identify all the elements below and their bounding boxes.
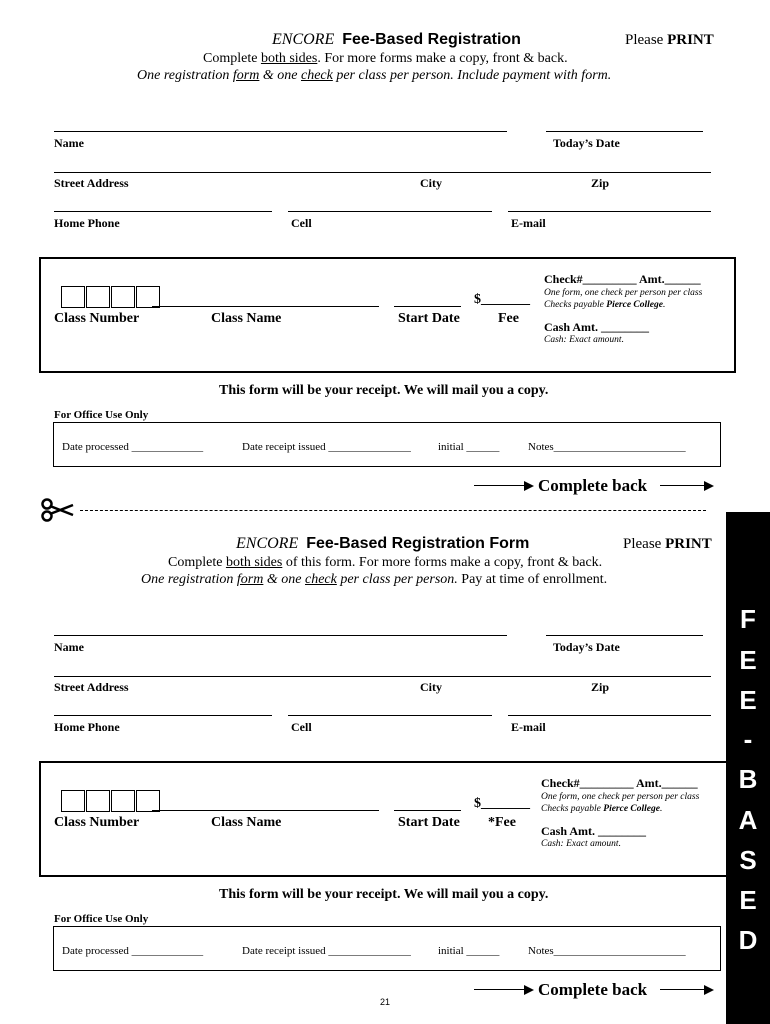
fee-dollar-field[interactable]: $_______ (474, 292, 530, 307)
email-label: E-mail (511, 720, 546, 734)
start-date-field[interactable] (394, 306, 461, 307)
payment-note-1: One form, one check per person per class (541, 792, 700, 802)
class-name-label: Class Name (211, 311, 282, 326)
brand-encore: ENCORE (272, 31, 335, 48)
instr2-c: per class per person. (336, 572, 458, 587)
cut-line (80, 510, 706, 511)
email-field[interactable] (508, 211, 711, 212)
note2-pierce: Pierce College (606, 300, 663, 310)
date-processed-field[interactable]: Date processed _____________ (62, 945, 204, 957)
fee-based-sidebar-tab (726, 512, 770, 1024)
email-label: E-mail (511, 216, 546, 230)
cash-amount-field[interactable]: Cash Amt. ________ (541, 824, 647, 838)
class-number-digit-4[interactable] (136, 286, 160, 308)
receipt-notice: This form will be your receipt. We will mail you a copy. (219, 887, 549, 902)
class-name-label: Class Name (211, 815, 282, 830)
cell-field[interactable] (288, 211, 492, 212)
print-label: PRINT (665, 536, 712, 552)
fee-label: Fee (498, 311, 519, 326)
instr2-check: check (300, 68, 333, 83)
instructions-line (203, 51, 568, 67)
sidebar-letter: - (743, 724, 753, 754)
fee-label: *Fee (488, 815, 516, 830)
instr-pre: Complete (203, 51, 261, 66)
receipt-notice: This form will be your receipt. We will mail you a copy. (219, 383, 549, 398)
instr2-check: check (304, 572, 337, 587)
sidebar-letter: E (739, 685, 757, 715)
please-label: Please (623, 536, 662, 552)
note2-pierce: Pierce College (603, 804, 660, 814)
instructions-line-2 (141, 572, 607, 588)
instr-both-sides: both sides (225, 555, 283, 570)
complete-back-text: Complete back (538, 476, 648, 495)
notes-field[interactable]: Notes________________________ (528, 945, 686, 957)
arrow-right-icon (524, 985, 534, 995)
class-number-digit-4[interactable] (136, 790, 160, 812)
instructions-line (168, 555, 602, 571)
city-label: City (420, 680, 442, 694)
top-title (272, 31, 521, 49)
office-use-title: For Office Use Only (54, 913, 149, 925)
street-address-field[interactable] (54, 676, 711, 677)
note2-post: . (662, 300, 666, 310)
arrow-right-icon (704, 481, 714, 491)
instr-post: of this form. For more forms make a copy, front & back. (282, 555, 603, 570)
name-field[interactable] (54, 131, 507, 132)
home-phone-label: Home Phone (54, 720, 120, 734)
zip-label: Zip (591, 680, 610, 694)
instr2-a: One registration (141, 572, 237, 587)
instr-post: . For more forms make a copy, front & back. (317, 51, 568, 66)
check-number-field[interactable]: Check#_________ Amt.______ (541, 776, 698, 790)
please-label: Please (625, 32, 664, 48)
class-number-digit-3[interactable] (111, 286, 135, 308)
sidebar-letter: E (739, 645, 757, 675)
class-number-label: Class Number (54, 311, 140, 326)
city-label: City (420, 176, 442, 190)
class-number-digit-1[interactable] (61, 286, 85, 308)
cell-label: Cell (291, 720, 312, 734)
sidebar-letter: F (740, 604, 756, 634)
class-number-digit-1[interactable] (61, 790, 85, 812)
office-use-title: For Office Use Only (54, 409, 149, 421)
todays-date-field[interactable] (546, 635, 703, 636)
cash-note: Cash: Exact amount. (541, 839, 621, 849)
instructions-line-2 (137, 68, 611, 84)
name-label: Name (54, 640, 84, 654)
cash-amount-field[interactable]: Cash Amt. ________ (544, 320, 650, 334)
class-name-field[interactable] (152, 810, 379, 811)
payment-note-1: One form, one check per person per class (544, 288, 703, 298)
sidebar-letter: S (739, 845, 757, 875)
todays-date-label: Today’s Date (553, 640, 620, 654)
name-field[interactable] (54, 635, 507, 636)
todays-date-field[interactable] (546, 131, 703, 132)
initial-field[interactable]: initial ______ (438, 945, 500, 957)
bottom-title (236, 535, 529, 553)
home-phone-field[interactable] (54, 211, 272, 212)
print-label: PRINT (667, 32, 714, 48)
note2-pre: Checks payable (541, 804, 604, 814)
street-address-label: Street Address (54, 680, 129, 694)
class-number-digit-2[interactable] (86, 286, 110, 308)
cell-label: Cell (291, 216, 312, 230)
scissors-icon (40, 497, 74, 523)
please-print (623, 536, 712, 553)
date-receipt-issued-field[interactable]: Date receipt issued _______________ (242, 441, 411, 453)
zip-label: Zip (591, 176, 610, 190)
class-name-field[interactable] (152, 306, 379, 307)
arrow-right-icon (704, 985, 714, 995)
home-phone-label: Home Phone (54, 216, 120, 230)
email-field[interactable] (508, 715, 711, 716)
payment-note-2 (544, 300, 665, 310)
start-date-field[interactable] (394, 810, 461, 811)
street-address-label: Street Address (54, 176, 129, 190)
instr2-c: per class per person. Include payment with form. (332, 68, 612, 83)
instr2-a: One registration (137, 68, 233, 83)
start-date-label: Start Date (398, 311, 460, 326)
name-label: Name (54, 136, 84, 150)
arrow-line-right (660, 485, 706, 486)
instr2-form: form (232, 68, 260, 83)
complete-back-text: Complete back (538, 980, 648, 999)
cash-note: Cash: Exact amount. (544, 335, 624, 345)
class-number-label: Class Number (54, 815, 140, 830)
instr-both-sides: both sides (260, 51, 318, 66)
note2-pre: Checks payable (544, 300, 607, 310)
instr2-form: form (236, 572, 264, 587)
sidebar-letter: A (738, 805, 758, 835)
class-number-digit-2[interactable] (86, 790, 110, 812)
arrow-line-left (474, 485, 526, 486)
instr2-b: & one (259, 68, 301, 83)
home-phone-field[interactable] (54, 715, 272, 716)
instr2-d: Pay at time of enrollment. (457, 572, 608, 587)
street-address-field[interactable] (54, 172, 711, 173)
brand-encore: ENCORE (236, 535, 299, 552)
cell-field[interactable] (288, 715, 492, 716)
date-receipt-issued-field[interactable]: Date receipt issued _______________ (242, 945, 411, 957)
sidebar-letter: B (738, 764, 758, 794)
fee-dollar-field[interactable]: $_______ (474, 796, 530, 811)
start-date-label: Start Date (398, 815, 460, 830)
instr-pre: Complete (168, 555, 226, 570)
instr2-b: & one (263, 572, 305, 587)
payment-note-2 (541, 804, 662, 814)
arrow-right-icon (524, 481, 534, 491)
date-processed-field[interactable]: Date processed _____________ (62, 441, 204, 453)
page-number: 21 (380, 997, 391, 1007)
note2-post: . (659, 804, 663, 814)
title-text: Fee-Based Registration Form (306, 535, 530, 552)
arrow-line-left (474, 989, 526, 990)
todays-date-label: Today’s Date (553, 136, 620, 150)
class-number-digit-3[interactable] (111, 790, 135, 812)
sidebar-letter: D (738, 925, 758, 955)
initial-field[interactable]: initial ______ (438, 441, 500, 453)
arrow-line-right (660, 989, 706, 990)
sidebar-letter: E (739, 885, 757, 915)
title-text: Fee-Based Registration (342, 31, 521, 48)
check-number-field[interactable]: Check#_________ Amt.______ (544, 272, 701, 286)
please-print (625, 32, 714, 49)
notes-field[interactable]: Notes________________________ (528, 441, 686, 453)
